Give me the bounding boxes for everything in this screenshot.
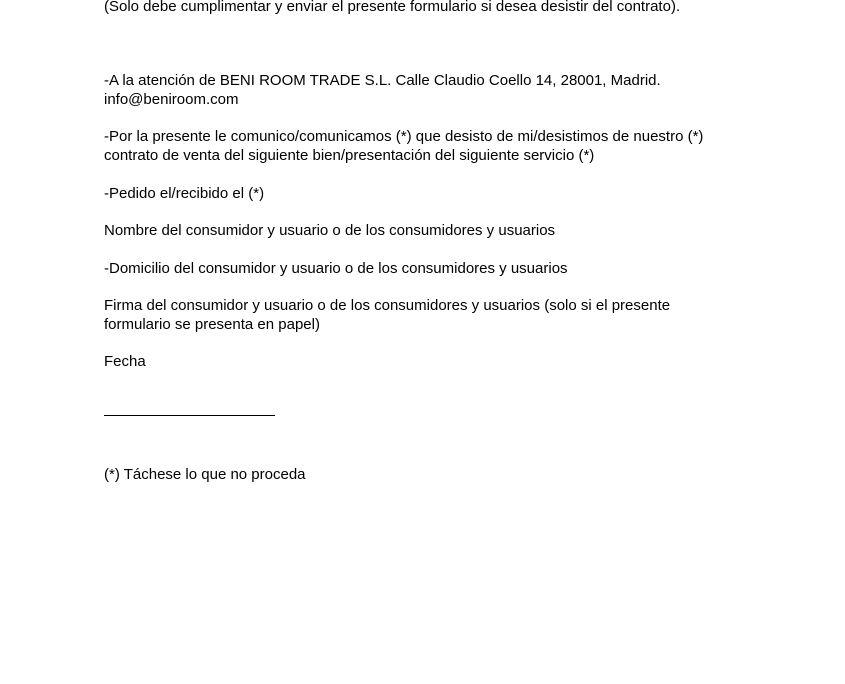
- withdrawal-line-2: contrato de venta del siguiente bien/presentación del siguiente servicio (*): [104, 147, 595, 164]
- attention-line-1: -A la atención de BENI ROOM TRADE S.L. Calle Claudio Coello 14, 28001, Madrid.: [104, 72, 661, 89]
- signature-line-2: formulario se presenta en papel): [104, 316, 320, 333]
- attention-line-2: info@beniroom.com: [104, 91, 239, 108]
- footnote: (*) Táchese lo que no proceda: [104, 466, 306, 483]
- order-date-label: -Pedido el/recibido el (*): [104, 185, 265, 202]
- signature-rule: [104, 415, 275, 416]
- consumer-name-label: Nombre del consumidor y usuario o de los consumidores y usuarios: [104, 222, 556, 239]
- consumer-address-label: -Domicilio del consumidor y usuario o de los consumidores y usuarios: [104, 260, 568, 277]
- withdrawal-line-1: -Por la presente le comunico/comunicamos (*) que desisto de mi/desistimos de nuestro (*): [104, 128, 704, 145]
- intro-note: (Solo debe cumplimentar y enviar el presente formulario si desea desistir del contrato).: [104, 0, 681, 15]
- date-label: Fecha: [104, 353, 146, 370]
- signature-line-1: Firma del consumidor y usuario o de los consumidores y usuarios (solo si el presente: [104, 297, 671, 314]
